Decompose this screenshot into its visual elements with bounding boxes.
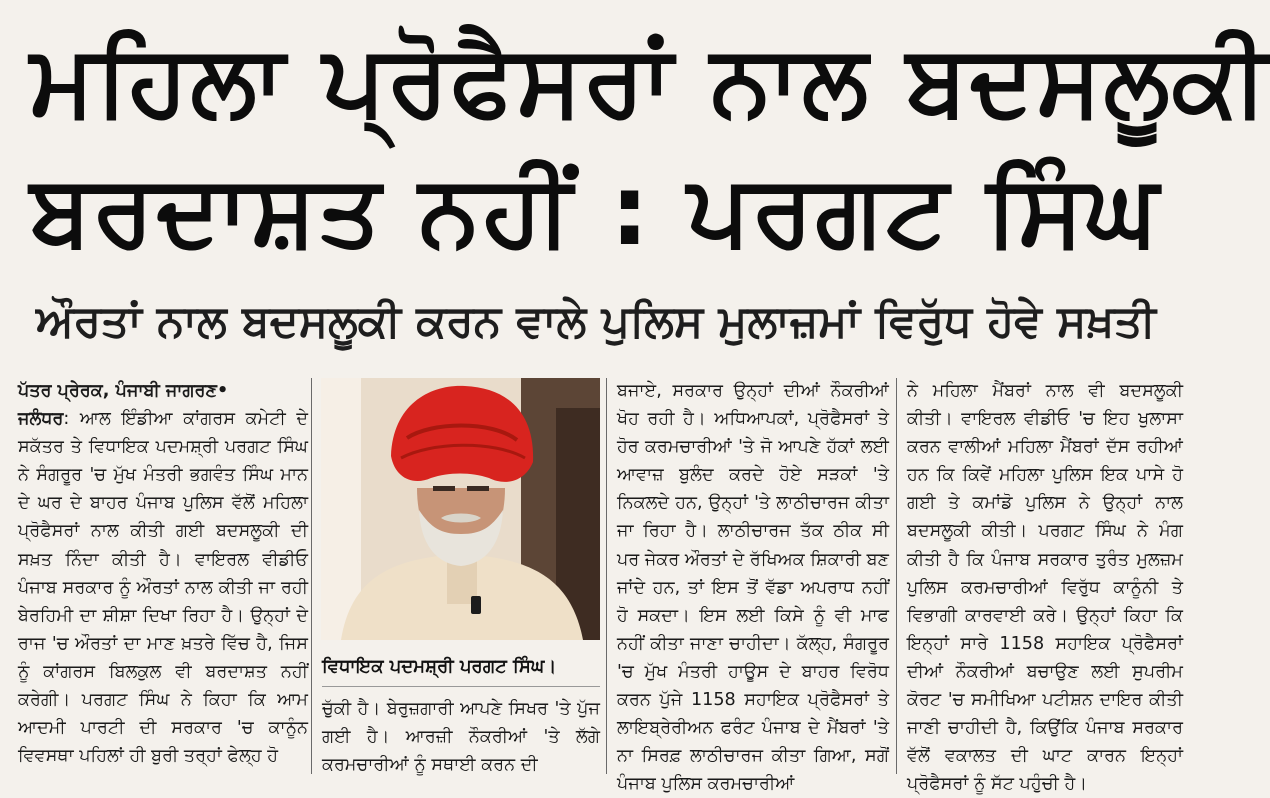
portrait-illustration xyxy=(321,378,600,640)
article-column-4 xyxy=(907,377,1183,795)
news-photo xyxy=(321,378,600,640)
column-1-paragraph xyxy=(18,405,308,770)
article-column-2 xyxy=(322,695,600,780)
byline-text: ਪੱਤਰ ਪ੍ਰੇਰਕ, ਪੰਜਾਬੀ ਜਾਗਰਣ• xyxy=(18,381,229,401)
column-divider-3 xyxy=(896,378,897,774)
headline-line-1: ਮਹਿਲਾ ਪ੍ਰੋਫੈਸਰਾਂ ਨਾਲ ਬਦਸਲੂਕੀ xyxy=(30,24,1270,138)
column-1-text: : ਆਲ ਇੰਡੀਆ ਕਾਂਗਰਸ ਕਮੇਟੀ ਦੇ ਸਕੱਤਰ ਤੇ ਵਿਧਾਇਕ ਪਦਮਸ਼੍ਰੀ ਪਰਗਟ ਸਿੰਘ ਨੇ ਸੰਗਰੂਰ 'ਚ ਮੁੱਖ ਮੰਤਰੀ ਭਗਵੰਤ ਸਿੰਘ ਮਾਨ ਦੇ ਘਰ ਦੇ ਬਾਹਰ ਪੰਜਾਬ ਪੁਲਿਸ ਵੱਲੋਂ ਮਹਿਲਾ ਪ੍ਰੋਫੈਸਰਾਂ ਨਾਲ ਕੀਤੀ ਗਈ ਬਦਸਲੂਕੀ ਦੀ ਸਖ਼ਤ ਨਿੰਦਾ ਕੀਤੀ ਹੈ। ਵਾਇਰਲ ਵੀਡੀਓ ਪੰਜਾਬ ਸਰਕਾਰ ਨੂੰ ਔਰਤਾਂ ਨਾਲ ਕੀਤੀ ਜਾ ਰਹੀ ਬੇਰਹਿਮੀ ਦਾ ਸ਼ੀਸ਼ਾ ਦਿਖਾ ਰਿਹਾ ਹੈ। ਉਨ੍ਹਾਂ ਦੇ ਰਾਜ 'ਚ ਔਰਤਾਂ ਦਾ ਮਾਣ ਖ਼ਤਰੇ ਵਿੱਚ ਹੈ, ਜਿਸ ਨੂੰ ਕਾਂਗਰਸ ਬਿਲਕੁਲ ਵੀ ਬਰਦਾਸ਼ਤ ਨਹੀਂ ਕਰੇਗੀ। ਪਰਗਟ ਸਿੰਘ ਨੇ ਕਿਹਾ ਕਿ ਆਮ ਆਦਮੀ ਪਾਰਟੀ ਦੀ ਸਰਕਾਰ 'ਚ ਕਾਨੂੰਨ ਵਿਵਸਥਾ ਪਹਿਲਾਂ ਹੀ ਬੁਰੀ ਤਰ੍ਹਾਂ ਫੇਲ੍ਹ ਹੋ xyxy=(18,409,308,767)
byline xyxy=(18,377,308,405)
column-4-text: ਨੇ ਮਹਿਲਾ ਮੈਂਬਰਾਂ ਨਾਲ ਵੀ ਬਦਸਲੂਕੀ ਕੀਤੀ। ਵਾਇਰਲ ਵੀਡੀਓ 'ਚ ਇਹ ਖੁਲਾਸਾ ਕਰਨ ਵਾਲੀਆਂ ਮਹਿਲਾ ਮੈਂਬਰਾਂ ਦੱਸ ਰਹੀਆਂ ਹਨ ਕਿ ਕਿਵੇਂ ਮਹਿਲਾ ਪੁਲਿਸ ਇਕ ਪਾਸੇ ਹੋ ਗਈ ਤੇ ਕਮਾਂਡੋ ਪੁਲਿਸ ਨੇ ਉਨ੍ਹਾਂ ਨਾਲ ਬਦਸਲੂਕੀ ਕੀਤੀ। ਪਰਗਟ ਸਿੰਘ ਨੇ ਮੰਗ ਕੀਤੀ ਹੈ ਕਿ ਪੰਜਾਬ ਸਰਕਾਰ ਤੁਰੰਤ ਮੁਲਜ਼ਮ ਪੁਲਿਸ ਕਰਮਚਾਰੀਆਂ ਵਿਰੁੱਧ ਕਾਨੂੰਨੀ ਤੇ ਵਿਭਾਗੀ ਕਾਰਵਾਈ ਕਰੇ। ਉਨ੍ਹਾਂ ਕਿਹਾ ਕਿ ਇਨ੍ਹਾਂ ਸਾਰੇ 1158 ਸਹਾਇਕ ਪ੍ਰੋਫੈਸਰਾਂ ਦੀਆਂ ਨੌਕਰੀਆਂ ਬਚਾਉਣ ਲਈ ਸੁਪਰੀਮ ਕੋਰਟ 'ਚ ਸਮੀਖਿਆ ਪਟੀਸ਼ਨ ਦਾਇਰ ਕੀਤੀ ਜਾਣੀ ਚਾਹੀਦੀ ਹੈ, ਕਿਉਂਕਿ ਪੰਜਾਬ ਸਰਕਾਰ ਵੱਲੋਂ ਵਕਾਲਤ ਦੀ ਘਾਟ ਕਾਰਨ ਇਨ੍ਹਾਂ ਪ੍ਰੋਫੈਸਰਾਂ ਨੂੰ ਸੱਟ ਪਹੁੰਚੀ ਹੈ। xyxy=(907,381,1183,795)
article-column-1 xyxy=(18,377,308,777)
subheadline: ਔਰਤਾਂ ਨਾਲ ਬਦਸਲੂਕੀ ਕਰਨ ਵਾਲੇ ਪੁਲਿਸ ਮੁਲਾਜ਼ਮਾਂ ਵਿਰੁੱਧ ਹੋਵੇ ਸਖ਼ਤੀ xyxy=(36,296,1156,347)
column-3-text: ਬਜਾਏ, ਸਰਕਾਰ ਉਨ੍ਹਾਂ ਦੀਆਂ ਨੌਕਰੀਆਂ ਖੋਹ ਰਹੀ ਹੈ। ਅਧਿਆਪਕਾਂ, ਪ੍ਰੋਫੈਸਰਾਂ ਤੇ ਹੋਰ ਕਰਮਚਾਰੀਆਂ 'ਤੇ ਜੋ ਆਪਣੇ ਹੱਕਾਂ ਲਈ ਆਵਾਜ਼ ਬੁਲੰਦ ਕਰਦੇ ਹੋਏ ਸੜਕਾਂ 'ਤੇ ਨਿਕਲਦੇ ਹਨ, ਉਨ੍ਹਾਂ 'ਤੇ ਲਾਠੀਚਾਰਜ ਕੀਤਾ ਜਾ ਰਿਹਾ ਹੈ। ਲਾਠੀਚਾਰਜ ਤੱਕ ਠੀਕ ਸੀ ਪਰ ਜੇਕਰ ਔਰਤਾਂ ਦੇ ਰੱਖਿਅਕ ਸ਼ਿਕਾਰੀ ਬਣ ਜਾਂਦੇ ਹਨ, ਤਾਂ ਇਸ ਤੋਂ ਵੱਡਾ ਅਪਰਾਧ ਨਹੀਂ ਹੋ ਸਕਦਾ। ਇਸ ਲਈ ਕਿਸੇ ਨੂੰ ਵੀ ਮਾਫ ਨਹੀਂ ਕੀਤਾ ਜਾਣਾ ਚਾਹੀਦਾ। ਕੱਲ੍ਹ, ਸੰਗਰੂਰ 'ਚ ਮੁੱਖ ਮੰਤਰੀ ਹਾਊਸ ਦੇ ਬਾਹਰ ਵਿਰੋਧ ਕਰਨ ਪੁੱਜੇ 1158 ਸਹਾਇਕ ਪ੍ਰੋਫੈਸਰਾਂ ਤੇ ਲਾਇਬ੍ਰੇਰੀਅਨ ਫਰੰਟ ਪੰਜਾਬ ਦੇ ਮੈਂਬਰਾਂ 'ਤੇ ਨਾ ਸਿਰਫ਼ ਲਾਠੀਚਾਰਜ ਕੀਤਾ ਗਿਆ, ਸਗੋਂ ਪੰਜਾਬ ਪੁਲਿਸ ਕਰਮਚਾਰੀਆਂ xyxy=(617,381,890,795)
headline-line-2: ਬਰਦਾਸ਼ਤ ਨਹੀਂ : ਪਰਗਟ ਸਿੰਘ xyxy=(30,154,1161,268)
column-2-text: ਚੁੱਕੀ ਹੈ। ਬੇਰੁਜ਼ਗਾਰੀ ਆਪਣੇ ਸਿਖਰ 'ਤੇ ਪੁੱਜ ਗਈ ਹੈ। ਆਰਜ਼ੀ ਨੌਕਰੀਆਂ 'ਤੇ ਲੱਗੇ ਕਰਮਚਾਰੀਆਂ ਨੂੰ ਸਥਾਈ ਕਰਨ ਦੀ xyxy=(322,699,600,776)
column-divider-1 xyxy=(311,378,312,774)
article-column-3 xyxy=(617,377,890,795)
dateline: ਜਲੰਧਰ xyxy=(18,409,64,430)
column-divider-2 xyxy=(606,378,607,774)
photo-caption: ਵਿਧਾਇਕ ਪਦਮਸ਼੍ਰੀ ਪਰਗਟ ਸਿੰਘ। xyxy=(322,648,600,687)
